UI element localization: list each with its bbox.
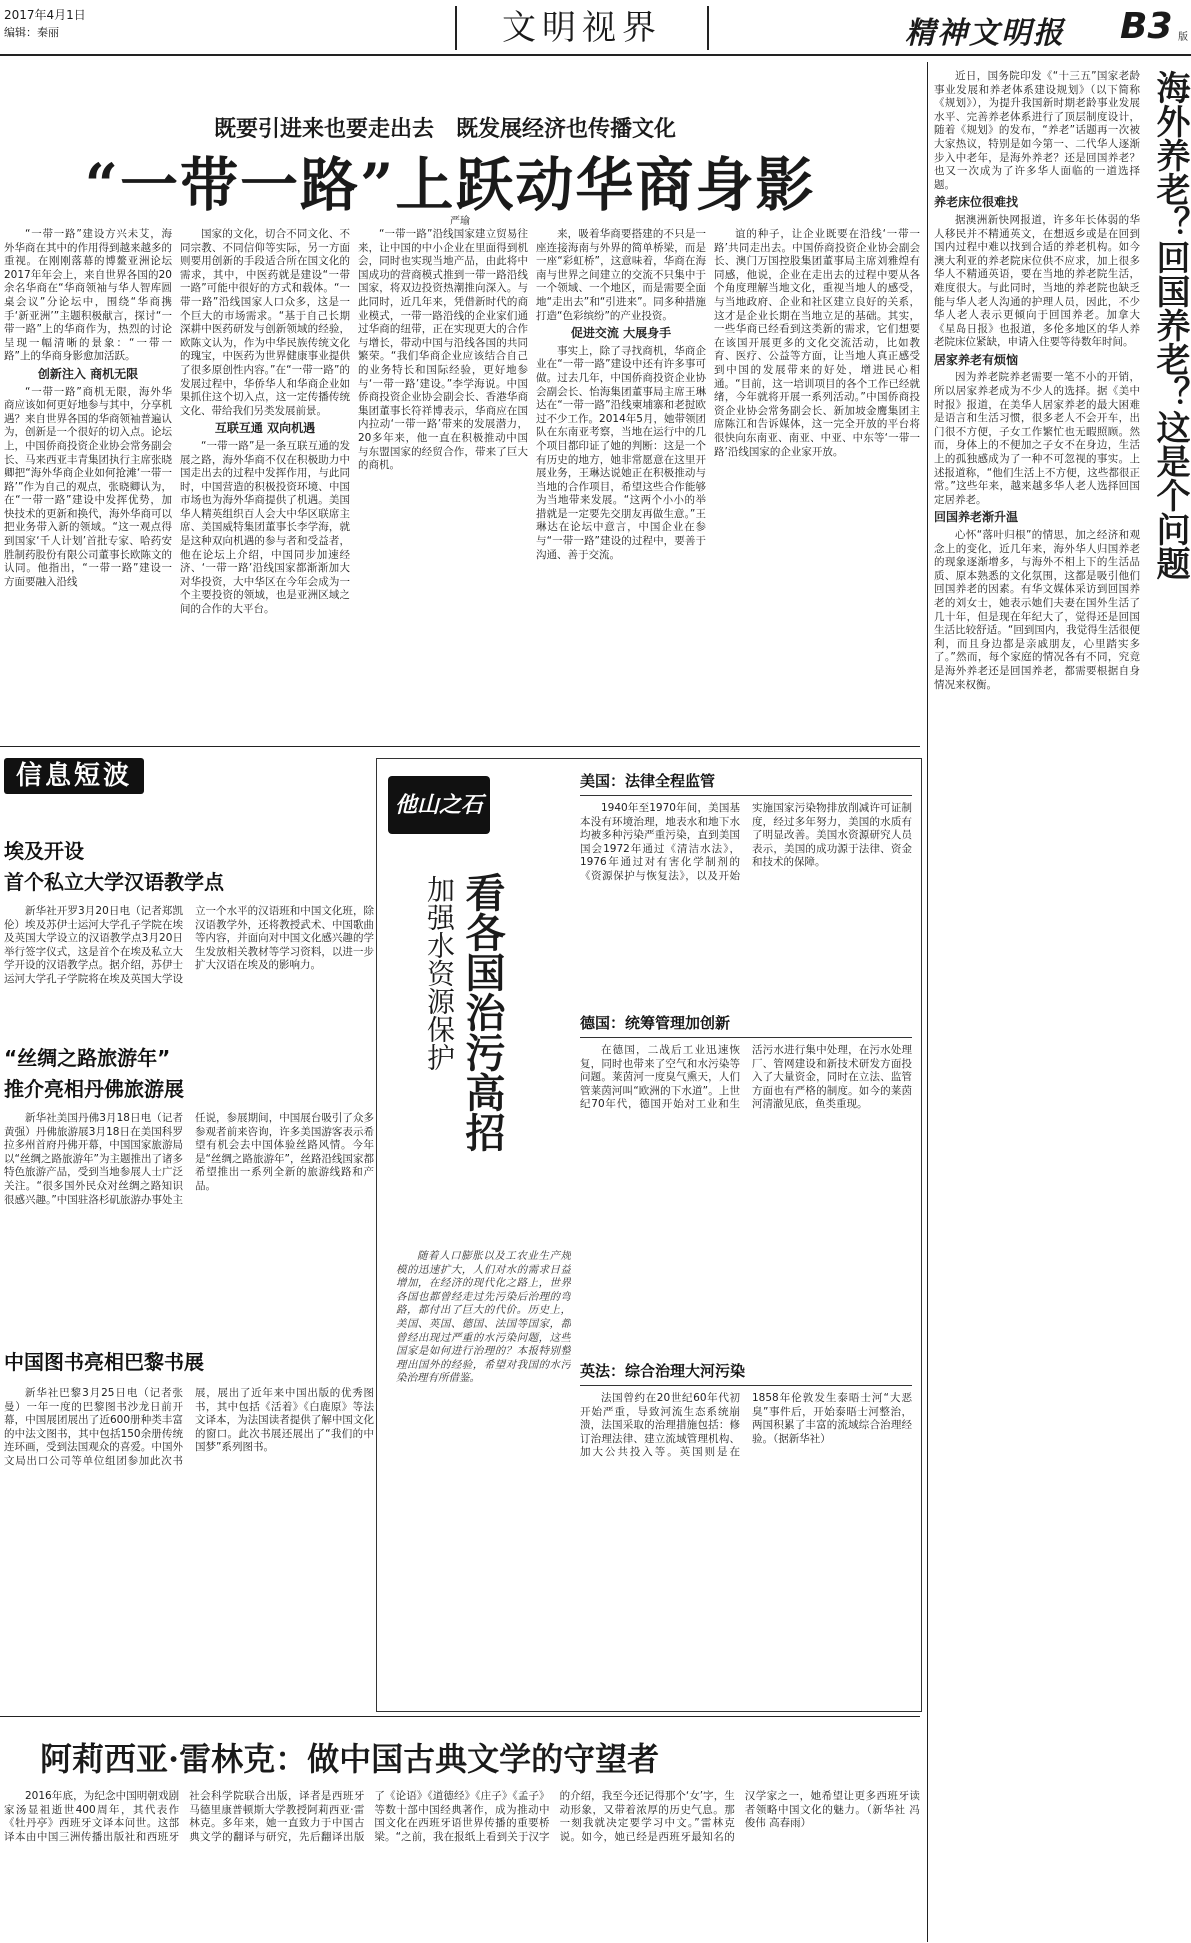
brief-item-3 [4,1346,374,1547]
elderly-care-text-2: 因为养老院养老需要一笔不小的开销，所以居家养老成为不少人的选择。据《美中时报》报道，在美华人居家养老的最大困难是语言和生活习惯，很多老人不会开车，出门很不方便，子女工作繁忙也无暇照顾。然而，身体上的不便加之子女不在身边，生活上的孤独感成为了一种不可忽视的事实。上述报道称，“他们生活上不方便，这些都很正常。”这些年来，越来越多华人老人选择回国定居养老。 [934,371,1140,506]
right-column-divider [927,62,928,1942]
lead-col2-para: 国家的文化，切合不同文化、不同宗教、不同信仰等实际，另一方面则要用创新的手段适合所在国文化的需求，其中，中医药就是建设“一带一路”可能中很好的方式和载体。“一带一路”沿线国家人口众多，这是一个巨大的市场需求。“基于自己长期深耕中医药研发与创新领域的经验，欧陈文认为，作为中华民族传统文化的瑰宝，中医药为世界健康事业提供了很多原创性内容。”在“一带一路”的发展过程中，华侨华人和华商企业如果抓住这个切入点，这一定传播传统文化、带给我们另类发展前景。 [180,228,350,417]
elderly-care-subhead-2: 居家养老有烦恼 [934,352,1019,367]
brief-item-2-title-2: 推介亮相丹佛旅游展 [4,1077,184,1101]
special-ukfr-text [580,1392,912,1692]
lead-column-4 [536,228,706,740]
lead-col5-para: 谊的种子，让企业既要在沿线‘一带一路’共同走出去。中国侨商投资企业协会副会长、澳门万国控股集团董事局主席刘雅煌有同感，他说，企业在走出去的过程中要从各个角度理解当地文化，重视当地人的感受，与当地政府、企业和社区建立良好的关系，这才是企业长期在当地立足的基础。其实，一些华商已经看到这类新的需求，它们想要在该国开展更多的文化交流活动，比如教育、医疗、公益等方面，让当地人真正感受到中国的发展带来的好处，增进民心相通。“目前，这一培训项目的各个工作已经就绪，今年就将开展一系列活动。”中国侨商投资企业协会常务副会长、新加坡金鹰集团主席陈江和告诉媒体，这一完全开放的平台将很快向东南亚、南亚、中亚、中东等‘一带一路’沿线国家的企业家开放。 [714,228,920,458]
elderly-care-subhead-3: 回国养老渐升温 [934,510,1019,525]
special-logo-text: 他山之石 [394,792,483,818]
brief-item-2 [4,1042,374,1352]
editor-credit: 编辑：秦丽 [4,26,59,39]
elderly-care-body [934,70,1140,1930]
special-subtitle: 加强水资源保护 [423,875,456,1071]
special-title: 看各国治污高招 [459,872,506,1152]
lead-author: 严瑜 [450,216,470,227]
special-logo [388,776,490,834]
lead-col4-para: 来，吸着华商要搭建的不只是一座连接海南与外界的简单桥梁，而是一座“彩虹桥”，这意味着，华商在海南与世界之间建立的交流不只集中于一个领域、一个地区，而是需要全面地“走出去”和“引进来”。同多种措施打造“色彩缤纷”的产业投资。 [536,228,706,322]
brief-item-1 [4,835,374,1065]
brief-item-3-title-1: 中国图书亮相巴黎书展 [4,1350,204,1374]
brief-item-2-para: 新华社美国丹佛3月18日电（记者黄强）丹佛旅游展3月18日在美国科罗拉多州首府丹佛开幕，中国国家旅游局以“丝绸之路旅游年”为主题推出了诸多特色旅游产品，受到当地参展人士广泛关注。“很多国外民众对丝绸之路知识很感兴趣。”中国驻洛杉矶旅游办事处主任说，参展期间，中国展台吸引了众多参观者前来咨询，许多美国游客表示希望有机会去中国体验丝路风情。今年是“丝绸之路旅游年”，丝路沿线国家都希望推出一系列全新的旅游线路和产品。 [4,1112,374,1206]
lead-column-5 [714,228,920,740]
lead-column-2 [180,228,350,740]
bottom-para: 2016年底，为纪念中国明朝戏剧家汤显祖逝世400周年，其代表作《牡丹亭》西班牙文译本问世。这部译本由中国三洲传播出版社和西班牙社会科学院联合出版，译者是西班牙马德里康普顿斯大学教授阿莉西亚·雷林克。多年来，她一直致力于中国古典文学的翻译与研究，先后翻译出版了《论语》《道德经》《庄子》《孟子》等数十部中国经典著作，成为推动中国文化在西班牙语世界传播的重要桥梁。“之前，我在报纸上看到关于汉字的介绍，我至今还记得那个‘女’字，生动形象，又带着浓厚的历史气息。那一刻我就决定要学习中文。”雷林克说。如今，她已经是西班牙最知名的汉学家之一，她希望让更多西班牙读者领略中国文化的魅力。（新华社 冯俊伟 高春雨） [4,1790,920,1843]
special-germany-heading: 德国：统筹管理加创新 [580,1012,912,1038]
brief-item-2-title-1: “丝绸之路旅游年” [4,1046,171,1070]
lead-col1-para: “一带一路”建设方兴未艾，海外华商在其中的作用得到越来越多的重视。在刚刚落幕的博鳌亚洲论坛2017年年会上，来自世界各国的20余名华商在“华商领袖与华人智库圆桌会议”分论坛中，围绕“华商携手‘新亚洲’”主题积极献言，探讨“一带一路”上的华商作为，热烈的讨论呈现一幅清晰的景象：“一带一路”上的华商身影愈加活跃。 [4,228,172,363]
brief-top-rule [0,746,920,747]
elderly-care-intro: 近日，国务院印发《“十三五”国家老龄事业发展和养老体系建设规划》（以下简称《规划》），为提升我国新时期老龄事业发展水平、完善养老体系进行了顶层制度设计，随着《规划》的发布，“养老”话题再一次被大家热议，特别是如今第一、二代华人逐渐步入中老年，是海外养老？还是回国养老？也又一次成为了许多华人面临的一道选择题。 [934,70,1140,191]
lead-col1b-para: “一带一路”商机无限，海外华商应该如何更好地参与其中，分享机遇？来自世界各国的华商领袖普遍认为，创新是一个很好的切入点。论坛上，中国侨商投资企业协会常务副会长、马来西亚丰青集团执行主席张晓卿把“海外华商企业如何抢滩‘一带一路’”作为自己的观点，张晓卿认为，在“一带一路”建设中发挥优势，加快技术的更新和换代，海外华商可以把业务带入新的领域。“这一观点得到国家‘千人计划’首批专家、哈药安胜制药股份有限公司董事长欧陈文的认同。他指出，“一带一路”建设一方面要融入沿线 [4,385,172,588]
lead-column-3 [358,228,528,740]
bottom-top-rule [0,1716,920,1717]
brief-item-3-text [4,1387,374,1547]
special-usa-para: 1940年至1970年间，美国基本没有环境治理，地表水和地下水均被多种污染严重污染，直到美国国会1972年通过《清洁水法》，1976年通过对有害化学制剂的《资源保护与恢复法》，以及开始实施国家污染物排放削减许可证制度，经过多年努力，美国的水质有了明显改善。美国水资源研究人员表示，美国的成功源于法律、资金和技术的保障。 [580,802,912,882]
special-intro [396,1250,571,1460]
page-suffix: 版 [1178,32,1188,43]
page-number: B3 [1120,6,1173,47]
brief-item-1-title-1: 埃及开设 [4,839,84,863]
special-germany-text [580,1044,912,1364]
brief-item-1-text [4,905,374,1065]
elderly-care-subhead-1: 养老床位很难找 [934,195,1019,210]
brief-item-1-para: 新华社开罗3月20日电（记者郑凯伦）埃及苏伊士运河大学孔子学院在埃及英国大学设立的汉语教学点3月20日举行签字仪式，这是首个在埃及私立大学开设的汉语教学点。据介绍，苏伊士运河大学孔子学院将在埃及英国大学设立一个水平的汉语班和中国文化班，除汉语教学外，还将教授武术、中国歌曲等内容，并面向对中国文化感兴趣的学生发放相关教材等学习资料，以进一步扩大汉语在埃及的影响力。 [4,905,374,985]
elderly-care-text-3: 心怀“落叶归根”的情思，加之经济和观念上的变化，近几年来，海外华人归国养老的现象逐渐增多，与海外不相上下的生活品质、原本熟悉的文化氛围，这都是吸引他们回国养老的因素。有华文媒体采访到回国养老的刘女士，她表示她们夫妻在国外生活了几十年，但是现在年纪大了，觉得还是回国生活比较舒适。“回到国内，我觉得生活很便利，而且身边都是亲戚朋友，心里踏实多了。”然而，每个家庭的情况各有不同，究竟是海外养老还是回国养老，都需要根据自身情况来权衡。 [934,529,1140,691]
lead-col4b-para: 事实上，除了寻找商机，华商企业在“一带一路”建设中还有许多事可做。过去几年，中国侨商投资企业协会副会长、怡海集团董事局主席王琳达在“一带一路”沿线柬埔寨和老挝欧过不少工作。2014年5月，她带领团队在东南亚考察，当地在运行中的几个项目都印证了她的判断：这是一个有历史的地方，她非常愿意在这里开展业务，王琳达说她正在积极推动与当地的合作项目，希望这些合作能够为当地带来发展。“这两个小小的举措就是一定要先交朋友再做生意。”王琳达在论坛中意言，中国企业在参与“一带一路”建设的过程中，要善于沟通、善于交流。 [536,344,706,561]
bottom-text [4,1790,920,1938]
special-intro-para: 随着人口膨胀以及工农业生产规模的迅速扩大，人们对水的需求日益增加，在经济的现代化之路上，世界各国也都曾经走过先污染后治理的弯路，都付出了巨大的代价。历史上，美国、英国、德国、法国等国家，都曾经出现过严重的水污染问题，这些国家是如何进行治理的？本报特别整理出国外的经验，希望对我国的水污染治理有所借鉴。 [396,1250,571,1385]
brief-label: 信息短波 [15,761,132,791]
lead-subhead-1: 创新注入 商机无限 [37,366,139,381]
header-rule [0,54,1191,56]
special-section-germany [580,1012,912,1364]
section-title-text: 文明视界 [502,8,662,48]
section-title [455,6,709,50]
issue-date: 2017年4月1日 [4,8,86,22]
special-usa-text [580,802,912,1017]
special-ukfr-para: 法国曾约在20世纪60年代初开始严重，导致河流生态系统崩溃，法国采取的治理措施包括：修订治理法律、建立流域管理机构、加大公共投入等。英国则是在1858年伦敦发生泰晤士河“大恶臭”事件后，开始泰晤士河整治，两国积累了丰富的流域综合治理经验。（据新华社） [580,1392,912,1459]
lead-column-1 [4,228,172,740]
special-ukfr-heading: 英法：综合治理大河污染 [580,1360,912,1386]
lead-subhead-2: 互联互通 双向机遇 [214,421,316,436]
lead-title: “一带一路”上跃动华商身影 [84,151,816,219]
brief-item-3-para: 新华社巴黎3月25日电（记者张曼）一年一度的巴黎图书沙龙日前开幕，中国展团展出了近600册种类丰富的中法文图书，其中包括150余册传统连环画，受到法国观众的喜爱。中国外文局出口公司等单位组团参加此次书展，展出了近年来中国出版的优秀图书，其中包括《活着》《白鹿原》等法文译本，为法国读者提供了解中国文化的窗口。此次书展还展出了“我们的中国梦”系列图书。 [4,1387,374,1467]
masthead [0,0,1191,58]
brief-item-1-title-2: 首个私立大学汉语教学点 [4,870,224,894]
paper-name: 精神文明报 [905,16,1065,51]
lead-col3-para: “一带一路”沿线国家建立贸易往来，让中国的中小企业在里面得到机会，同时也实现当地产品，由此将中国成功的营商模式推到一带一路沿线国家，将双边投资热潮推向深入。与此同时，近几年来，凭借新时代的商业模式，一带一路沿线的企业家们通过华商的纽带，正在实现更大的合作与增长，带动中国与沿线各国的共同繁荣。“我们华商企业应该结合自己的业务特长和国际经验，更好地参与‘一带一路’建设。”李学海说。中国侨商投资企业协会副会长、香港华商集团董事长符祥博表示，华商应在国内拉动‘一带一路’带来的发展潜力，20多年来，他一直在积极推动中国与东盟国家的经贸合作，带来了巨大的商机。 [358,228,528,472]
special-section-ukfr [580,1360,912,1692]
lead-kicker: 既要引进来也要走出去 既发展经济也传播文化 [213,117,676,142]
special-section-usa [580,770,912,1017]
brief-item-2-text [4,1112,374,1352]
elderly-care-title: 海外养老？回国养老？这是个问题 [1150,70,1190,580]
elderly-care-text-1: 据澳洲新快网报道，许多年长体弱的华人移民并不精通英文，在想返乡或是在回到国内过程中难以找到合适的养老机构。如今澳大利亚的养老院床位供不应求，加上很多华人不精通英语，要在当地的养老院生活，难度很大。与此同时，当地的养老院也缺乏能与华人老人沟通的护理人员，因此，不少华人老人表示更倾向于回国养老。加拿大《星岛日报》也报道，多伦多地区的华人养老院床位紧缺，申请入住要等待数年时间。 [934,213,1140,349]
brief-label-badge [4,758,144,794]
lead-subhead-4: 促进交流 大展身手 [570,326,672,341]
special-usa-heading: 美国：法律全程监管 [580,770,912,796]
bottom-title: 阿莉西亚·雷林克：做中国古典文学的守望者 [40,1740,660,1778]
lead-col2b-para: “一带一路”是一条互联互通的发展之路，海外华商不仅在积极助力中国走出去的过程中发挥作用，与此同时，中国营造的积极投资环境、中国市场也为海外华商提供了机遇。美国华人精英组织百人会大中华区联席主席、美国威特集团董事长李学海，就是这种双向机遇的参与者和受益者，他在论坛上介绍，中国同步加速经济、‘一带一路’沿线国家都渐渐加大对华投资，大中华区在今年会成为一个主要投资的领域，也是亚洲区域之间的合作的大平台。 [180,439,350,616]
special-germany-para: 在德国，二战后工业迅速恢复，同时也带来了空气和水污染等问题。莱茵河一度臭气熏天，人们管莱茵河叫“欧洲的下水道”。上世纪70年代，德国开始对工业和生活污水进行集中处理，在污水处理厂、管网建设和新技术研发方面投入了大量资金，同时在立法、监管方面也有严格的制度。如今的莱茵河清澈见底，鱼类重现。 [580,1044,912,1111]
